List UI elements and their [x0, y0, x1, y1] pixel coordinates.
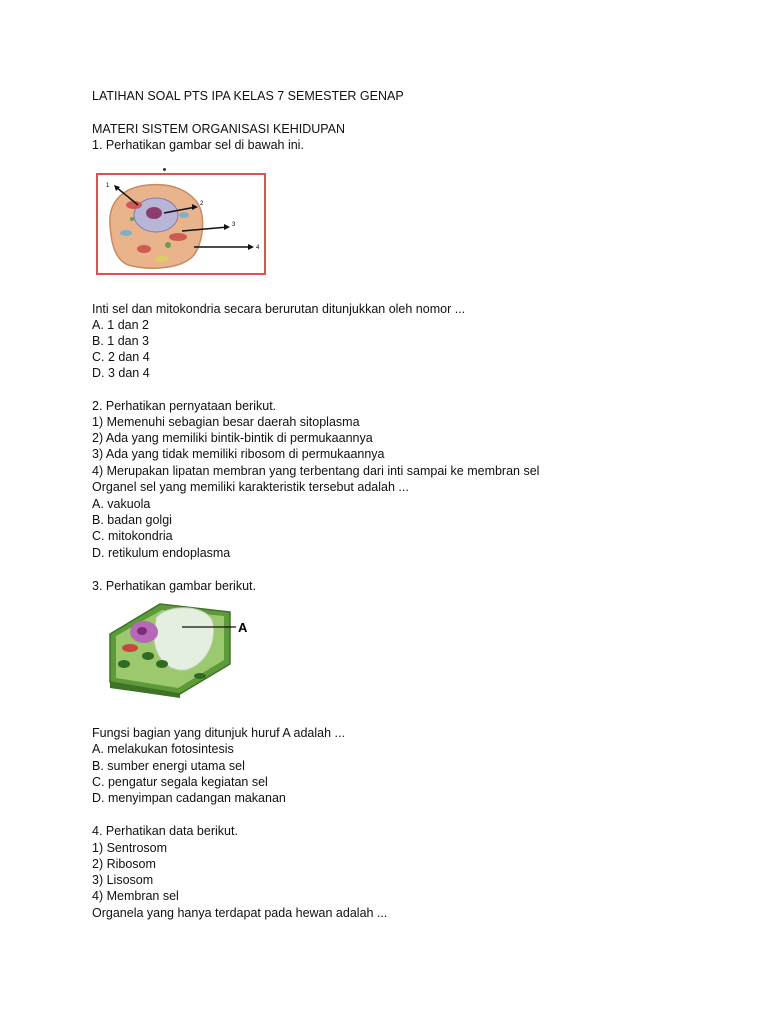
q4-stem: 4. Perhatikan data berikut.	[92, 824, 238, 838]
q3-option-d: D. menyimpan cadangan makanan	[92, 791, 286, 805]
q1-question: Inti sel dan mitokondria secara berurutan ditunjukkan oleh nomor ...	[92, 302, 466, 316]
q3-question: Fungsi bagian yang ditunjuk huruf A adalah ...	[92, 726, 345, 740]
q1-option-d: D. 3 dan 4	[92, 366, 150, 380]
q4-question: Organela yang hanya terdapat pada hewan adalah ...	[92, 906, 388, 920]
animal-cell-illustration	[98, 175, 264, 273]
q1-option-a: A. 1 dan 2	[92, 318, 149, 332]
animal-cell-figure	[96, 173, 266, 275]
q1-option-c: C. 2 dan 4	[92, 350, 150, 364]
worksheet-title: LATIHAN SOAL PTS IPA KELAS 7 SEMESTER GENAP	[92, 89, 404, 103]
q2-option-b: B. badan golgi	[92, 513, 172, 527]
q4-item-2: 2) Ribosom	[92, 857, 156, 871]
q4-item-4: 4) Membran sel	[92, 889, 179, 903]
q3-option-b: B. sumber energi utama sel	[92, 759, 245, 773]
cell-label-1: 1	[106, 183, 110, 189]
q3-stem: 3. Perhatikan gambar berikut.	[92, 579, 256, 593]
cell-label-2: 2	[200, 201, 204, 207]
q1-stem: 1. Perhatikan gambar sel di bawah ini.	[92, 138, 304, 152]
worksheet-subtitle: MATERI SISTEM ORGANISASI KEHIDUPAN	[92, 122, 346, 136]
stray-dot	[163, 168, 166, 171]
q2-statement-3: 3) Ada yang tidak memiliki ribosom di permukaannya	[92, 447, 385, 461]
q4-item-1: 1) Sentrosom	[92, 841, 168, 855]
q1-option-b: B. 1 dan 3	[92, 334, 149, 348]
q2-stem: 2. Perhatikan pernyataan berikut.	[92, 399, 277, 413]
cell-label-3: 3	[232, 222, 236, 228]
cell-label-4: 4	[256, 245, 260, 251]
q3-option-c: C. pengatur segala kegiatan sel	[92, 775, 268, 789]
q2-option-c: C. mitokondria	[92, 529, 173, 543]
q3-option-a: A. melakukan fotosintesis	[92, 742, 234, 756]
q2-statement-1: 1) Memenuhi sebagian besar daerah sitoplasma	[92, 415, 360, 429]
q4-item-3: 3) Lisosom	[92, 873, 154, 887]
plant-cell-figure	[100, 594, 260, 698]
q2-question: Organel sel yang memiliki karakteristik tersebut adalah ...	[92, 480, 409, 494]
plant-cell-label-a: A	[238, 620, 248, 635]
q2-statement-2: 2) Ada yang memiliki bintik-bintik di permukaannya	[92, 431, 373, 445]
q2-option-a: A. vakuola	[92, 497, 151, 511]
q2-statement-4: 4) Merupakan lipatan membran yang terbentang dari inti sampai ke membran sel	[92, 464, 540, 478]
q2-option-d: D. retikulum endoplasma	[92, 546, 231, 560]
plant-cell-illustration	[100, 594, 260, 698]
